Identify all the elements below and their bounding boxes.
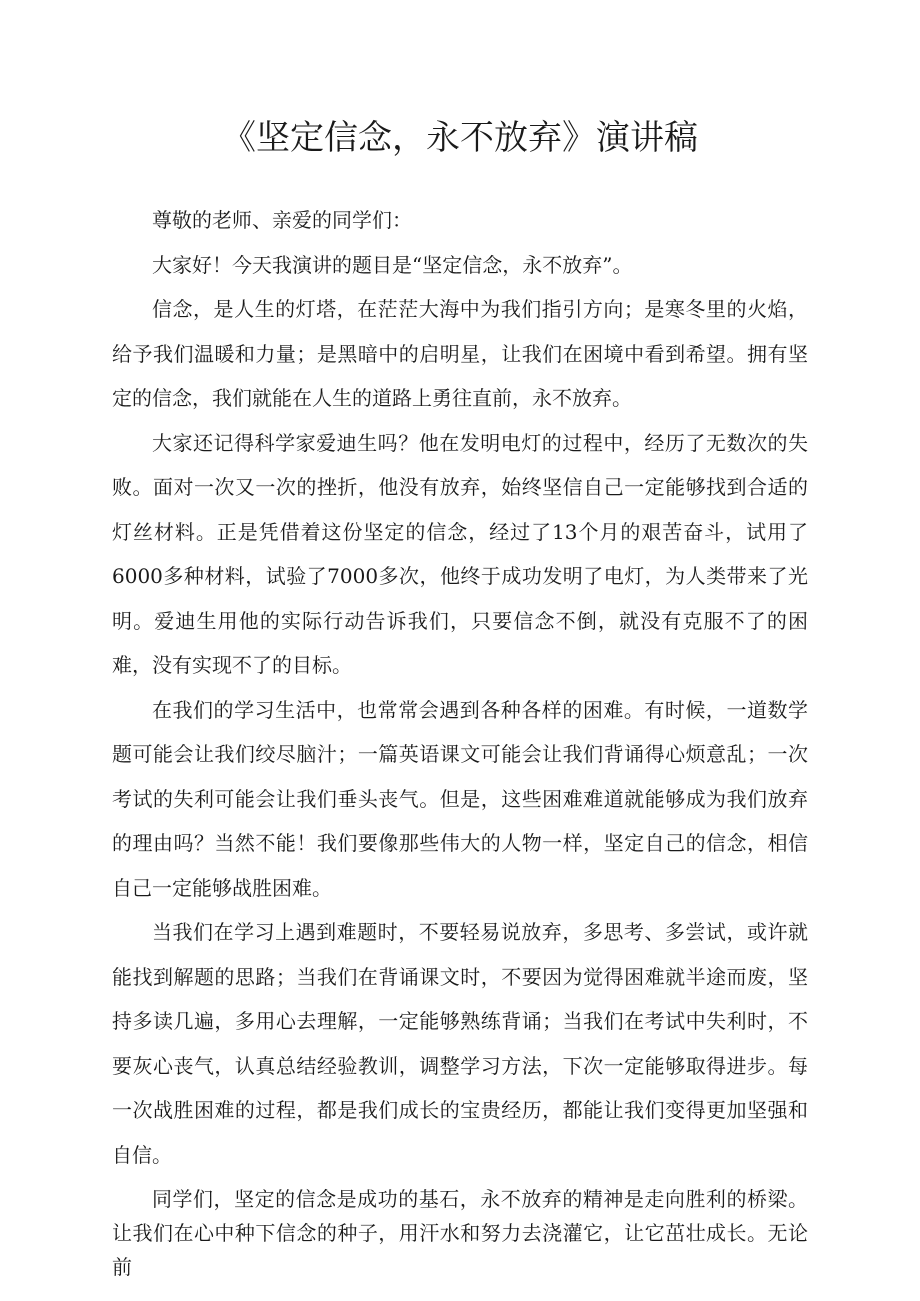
speech-body [112,198,808,1284]
paragraph-edison: 大家还记得科学家爱迪生吗？他在发明电灯的过程中，经历了无数次的失败。面对一次又一次的挫折，他没有放弃，始终坚信自己一定能够找到合适的灯丝材料。正是凭借着这份坚定的信念，经过了13个月的艰苦奋斗，试用了6000多种材料，试验了7000多次，他终于成功发明了电灯，为人类带来了光明。爱迪生用他的实际行动告诉我们，只要信念不倒，就没有克服不了的困难，没有实现不了的目标。 [112,430,808,677]
paragraph-study-difficulties: 在我们的学习生活中，也常常会遇到各种各样的困难。有时候，一道数学题可能会让我们绞尽脑汁；一篇英语课文可能会让我们背诵得心烦意乱；一次考试的失利可能会让我们垂头丧气。但是，这些困难难道就能够成为我们放弃的理由吗？当然不能！我们要像那些伟大的人物一样，坚定自己的信念，相信自己一定能够战胜困难。 [112,697,808,900]
paragraph-conclusion: 同学们，坚定的信念是成功的基石，永不放弃的精神是走向胜利的桥梁。让我们在心中种下信念的种子，用汗水和努力去浇灌它，让它茁壮成长。无论前 [112,1187,808,1279]
paragraph-overcoming: 当我们在学习上遇到难题时，不要轻易说放弃，多思考、多尝试，或许就能找到解题的思路；当我们在背诵课文时，不要因为觉得困难就半途而废，坚持多读几遍，多用心去理解，一定能够熟练背诵；当我们在考试中失利时，不要灰心丧气，认真总结经验教训，调整学习方法，下次一定能够取得进步。每一次战胜困难的过程，都是我们成长的宝贵经历，都能让我们变得更加坚强和自信。 [112,920,808,1167]
salutation: 尊敬的老师、亲爱的同学们： [152,208,412,232]
greeting-paragraph: 大家好！今天我演讲的题目是“坚定信念，永不放弃”。 [152,252,633,277]
paragraph-belief: 信念，是人生的灯塔，在茫茫大海中为我们指引方向；是寒冬里的火焰，给予我们温暖和力量；是黑暗中的启明星，让我们在困境中看到希望。拥有坚定的信念，我们就能在人生的道路上勇往直前，永不放弃。 [112,297,808,410]
speech-title: 《坚定信念，永不放弃》演讲稿 [222,118,698,158]
